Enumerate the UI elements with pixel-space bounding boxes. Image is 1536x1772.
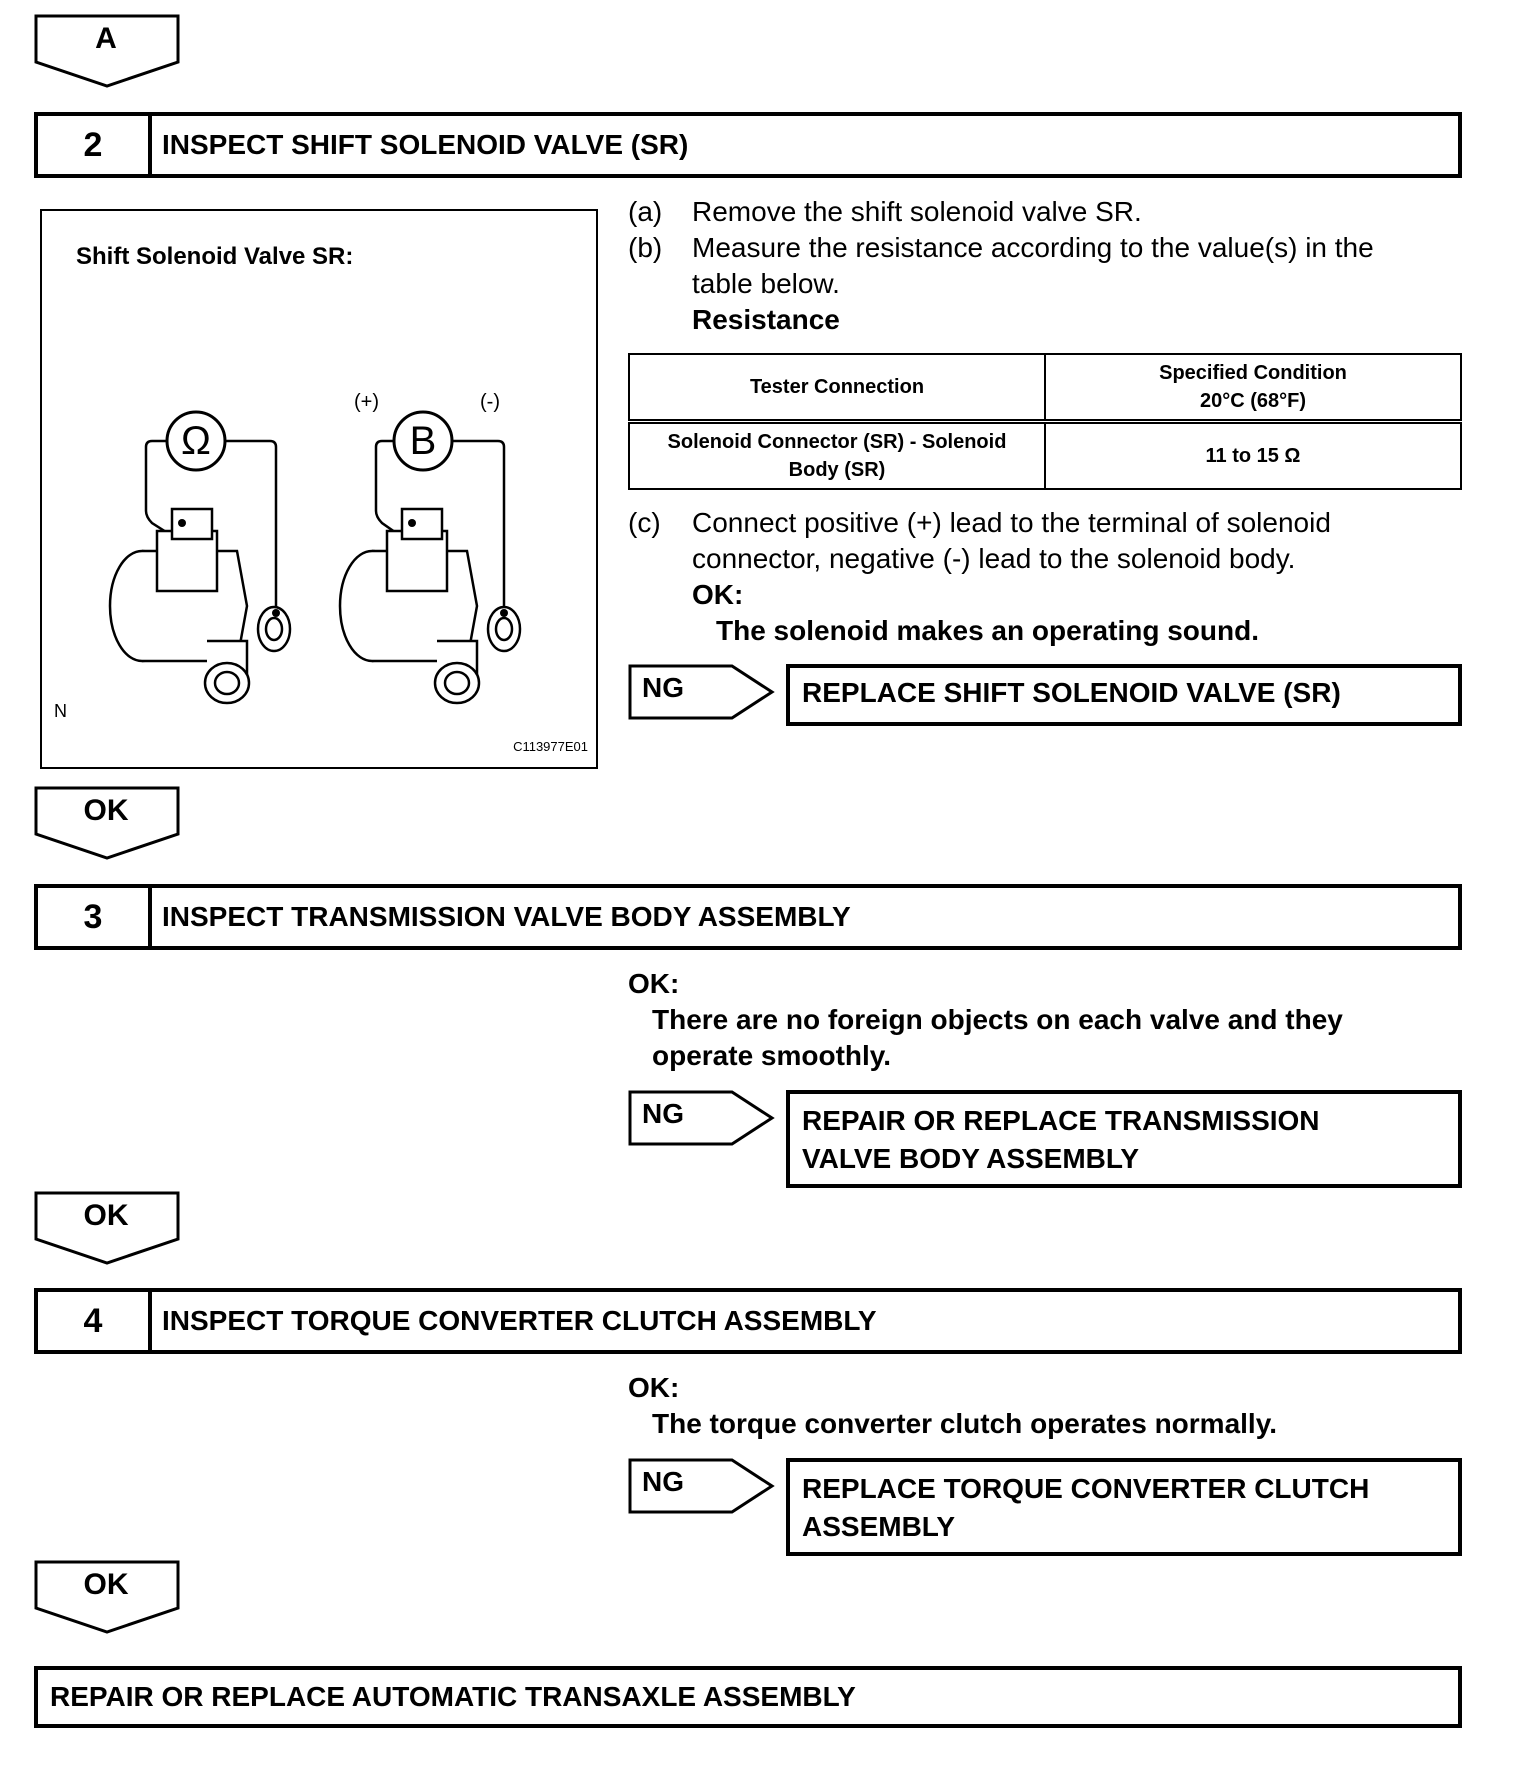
solenoid-diagram — [42, 211, 598, 767]
step-3-ng-result — [786, 1090, 1462, 1188]
step-3-ng-label: NG — [642, 1098, 684, 1129]
figure-image-code: C113977E01 — [513, 739, 588, 754]
battery-symbol: B — [409, 419, 437, 463]
spec-header-line1: Specified Condition — [1159, 362, 1347, 384]
step-2-ok-label: OK: — [692, 579, 744, 610]
step-4-ng-result-line2: ASSEMBLY — [802, 1511, 956, 1542]
ok-connector-2-label: OK — [83, 1199, 129, 1232]
connector-a-badge — [34, 14, 182, 88]
step-3-header — [34, 884, 1462, 950]
step-2-instruction-c — [628, 505, 1462, 655]
instruction-a-text: Remove the shift solenoid valve SR. — [692, 196, 1142, 227]
instruction-a-label: (a) — [628, 196, 663, 227]
resistance-table — [628, 353, 1462, 490]
table-cell-connection — [629, 422, 1045, 490]
instruction-c-text-2: connector, negative (-) lead to the solenoid body. — [692, 543, 1296, 574]
step-4-ng-arrow — [628, 1458, 776, 1514]
instruction-c-text-1: Connect positive (+) lead to the terminal of solenoid — [692, 507, 1331, 538]
step-3-number: 3 — [38, 888, 152, 946]
ohm-meter-symbol: Ω — [181, 419, 211, 463]
table-header-tester-connection: Tester Connection — [629, 354, 1045, 422]
instruction-b-text-1: Measure the resistance according to the value(s) in the — [692, 232, 1374, 263]
step-3-ok-block — [628, 966, 1462, 1076]
figure-title: Shift Solenoid Valve SR: — [76, 243, 354, 270]
ok-connector-3-label: OK — [83, 1568, 129, 1601]
step-3-title: INSPECT TRANSMISSION VALVE BODY ASSEMBLY — [162, 901, 851, 932]
connection-line1: Solenoid Connector (SR) - Solenoid — [667, 431, 1007, 453]
step-4-ok-text: The torque converter clutch operates normally. — [652, 1408, 1277, 1439]
ok-connector-3 — [34, 1560, 182, 1634]
ok-connector-1-label: OK — [83, 794, 129, 827]
step-2-instructions — [628, 194, 1462, 344]
step-2-ok-text: The solenoid makes an operating sound. — [716, 615, 1259, 646]
table-header-specified-condition — [1045, 354, 1461, 422]
step-4-ng-label: NG — [642, 1466, 684, 1497]
step-2-title: INSPECT SHIFT SOLENOID VALVE (SR) — [162, 129, 689, 160]
spec-header-line2: 20°C (68°F) — [1199, 390, 1307, 412]
step-2-ng-result: REPLACE SHIFT SOLENOID VALVE (SR) — [786, 664, 1462, 726]
instruction-b-label: (b) — [628, 232, 663, 263]
solenoid-figure — [40, 209, 598, 769]
figure-corner-letter: N — [54, 701, 67, 721]
step-2-number: 2 — [38, 116, 152, 174]
step-4-title: INSPECT TORQUE CONVERTER CLUTCH ASSEMBLY — [162, 1305, 877, 1336]
step-3-ng-arrow — [628, 1090, 776, 1146]
negative-lead-label: (-) — [480, 391, 500, 413]
step-3-ok-label: OK: — [628, 968, 680, 999]
ok-connector-2 — [34, 1191, 182, 1265]
connection-line2: Body (SR) — [788, 459, 886, 481]
positive-lead-label: (+) — [354, 391, 379, 413]
final-action-box: REPAIR OR REPLACE AUTOMATIC TRANSAXLE ASSEMBLY — [34, 1666, 1462, 1728]
instruction-b-text-2: table below. — [692, 268, 840, 299]
step-2-header — [34, 112, 1462, 178]
step-2-ng-label: NG — [642, 672, 684, 703]
step-3-ng-result-line1: REPAIR OR REPLACE TRANSMISSION — [802, 1105, 1320, 1136]
step-3-ok-text-1: There are no foreign objects on each valve and they — [652, 1004, 1343, 1035]
table-cell-condition: 11 to 15 Ω — [1045, 422, 1461, 490]
connector-a-label: A — [95, 22, 117, 55]
resistance-heading: Resistance — [692, 304, 840, 335]
step-4-ok-block — [628, 1370, 1462, 1446]
step-4-number: 4 — [38, 1292, 152, 1350]
step-4-ng-result — [786, 1458, 1462, 1556]
step-2-ng-arrow — [628, 664, 776, 720]
step-3-ok-text-2: operate smoothly. — [652, 1040, 892, 1071]
step-4-ok-label: OK: — [628, 1372, 680, 1403]
ok-connector-1 — [34, 786, 182, 860]
step-4-ng-result-line1: REPLACE TORQUE CONVERTER CLUTCH — [802, 1473, 1370, 1504]
step-3-ng-result-line2: VALVE BODY ASSEMBLY — [802, 1143, 1140, 1174]
step-4-header — [34, 1288, 1462, 1354]
instruction-c-label: (c) — [628, 507, 661, 538]
